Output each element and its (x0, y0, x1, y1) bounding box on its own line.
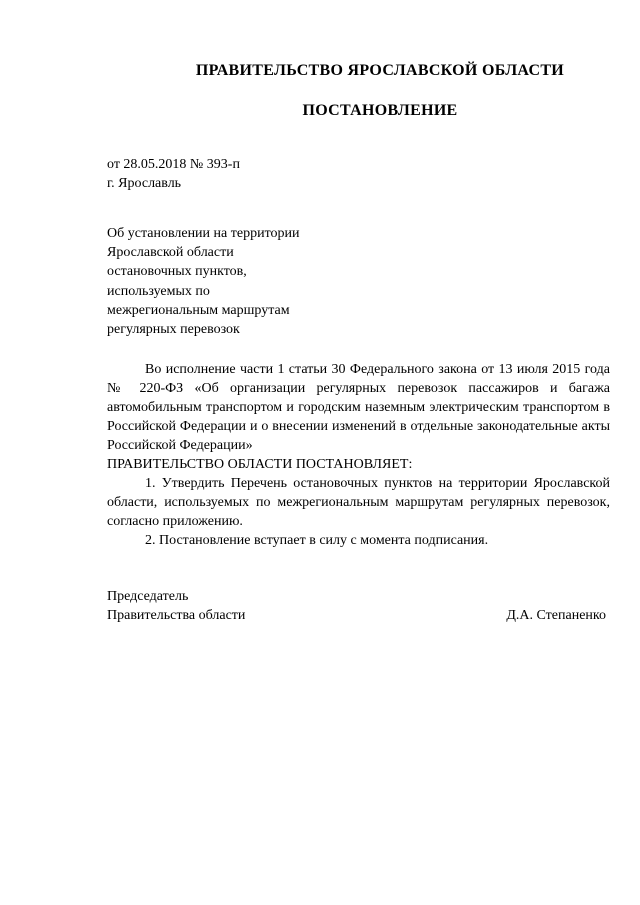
document-city: г. Ярославль (107, 176, 182, 191)
signatory-role (107, 587, 245, 625)
document-type-title: ПОСТАНОВЛЕНИЕ (302, 102, 458, 119)
document-body (107, 360, 610, 550)
resolution-item-2: 2. Постановление вступает в силу с момента подписания. (145, 533, 489, 548)
resolution-item-1: 1. Утвердить Перечень остановочных пунктов на территории Ярославской области, используемых по межрегиональным маршрутам регулярных перевозок, согласно приложению. (107, 476, 610, 529)
subject-line: Об установлении на территории (107, 226, 300, 241)
subject-line: используемых по (107, 283, 210, 299)
subject-line: межрегиональным маршрутам (107, 302, 290, 318)
signatory-name: Д.А. Степаненко (506, 608, 606, 623)
resolves-heading: ПРАВИТЕЛЬСТВО ОБЛАСТИ ПОСТАНОВЛЯЕТ: (107, 457, 413, 472)
government-title: ПРАВИТЕЛЬСТВО ЯРОСЛАВСКОЙ ОБЛАСТИ (195, 62, 565, 79)
subject-line: остановочных пунктов, (107, 264, 247, 280)
document-subject (107, 224, 300, 339)
subject-line: Ярославской области (107, 245, 234, 261)
signatory-role-line-1: Председатель (107, 589, 189, 604)
document-date-number: от 28.05.2018 № 393-п (107, 157, 240, 172)
signatory-role-line-2: Правительства области (107, 608, 246, 623)
preamble-paragraph: Во исполнение части 1 статьи 30 Федерального закона от 13 июля 2015 года № 220-ФЗ «Об организации регулярных перевозок пассажиров и багажа автомобильным транспортом и городским наземным электрическим транспортом в Российской Федерации и о внесении изменений в отдельные законодательные акты Российской Федерации» (107, 362, 610, 453)
subject-line: регулярных перевозок (107, 322, 240, 338)
document-meta (107, 155, 240, 193)
